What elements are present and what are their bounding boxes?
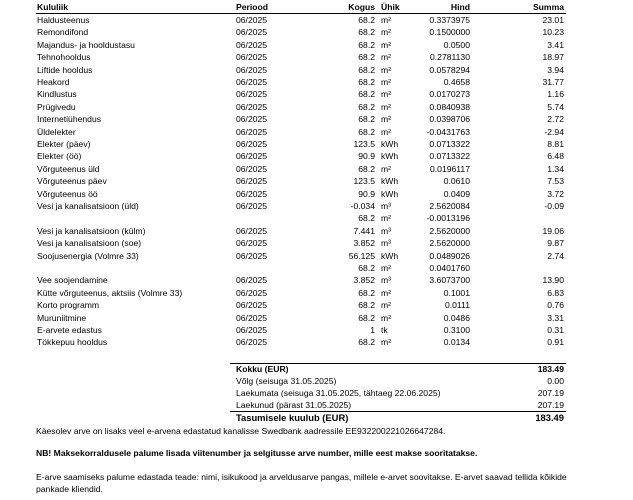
cell-qty: 68.2 <box>358 77 375 87</box>
cell-name: Internetiühendus <box>37 114 102 125</box>
cell-qty: 1 <box>370 325 375 335</box>
total-value: 183.49 <box>537 364 564 374</box>
cell-qty: 68.2 <box>358 64 375 75</box>
cell-unit: tk <box>381 325 388 335</box>
cell-period: 06/2025 <box>236 163 268 174</box>
cell-unit: m² <box>381 64 392 75</box>
cell-unit: m² <box>381 15 392 25</box>
cell-sum: 18.97 <box>542 52 564 63</box>
cell-name: Muruniitmine <box>37 312 87 323</box>
cell-qty: 68.2 <box>358 89 375 100</box>
cell-name: Majandus- ja hooldustasu <box>37 39 135 50</box>
cell-period: 06/2025 <box>236 287 268 298</box>
cell-sum: -2.94 <box>544 126 564 137</box>
cell-period: 06/2025 <box>236 300 268 311</box>
unpaid-value: 207.19 <box>537 388 564 398</box>
cell-period: 06/2025 <box>236 250 268 261</box>
cell-unit: m² <box>381 89 392 100</box>
cell-price: 0.0486 <box>443 312 470 323</box>
cell-period: 06/2025 <box>236 101 268 112</box>
cell-period: 06/2025 <box>236 139 268 149</box>
cell-name: Vesi ja kanalisatsioon (külm) <box>37 225 146 236</box>
cell-price: 0.0170273 <box>429 89 470 100</box>
cell-qty: 68.2 <box>358 126 375 137</box>
cell-name: Elekter (päev) <box>37 139 91 149</box>
cell-qty: 68.2 <box>358 312 375 323</box>
paid-label: Laekunud (pärast 31.05.2025) <box>236 400 352 410</box>
cell-sum: 3.94 <box>547 64 564 75</box>
cell-qty: 123.5 <box>353 139 375 149</box>
cell-name: Üldelekter <box>37 126 76 137</box>
cell-price: 2.5620084 <box>429 201 470 211</box>
cell-sum: -0.09 <box>544 201 564 211</box>
cell-unit: m² <box>381 163 392 174</box>
cell-sum: 6.83 <box>547 287 564 298</box>
cell-name: Elekter (öö) <box>37 151 82 162</box>
cell-period: 06/2025 <box>236 176 268 187</box>
header-period: Periood <box>236 2 268 12</box>
cell-price: 2.5620000 <box>429 238 470 249</box>
debt-label: Võlg (seisuga 31.05.2025) <box>236 376 337 386</box>
cell-price: 0.0713322 <box>429 139 470 149</box>
cell-sum: 3.72 <box>547 188 564 199</box>
payable-value: 183.49 <box>535 412 564 423</box>
cell-qty: 68.2 <box>358 101 375 112</box>
cell-qty: 68.2 <box>358 213 375 224</box>
cell-sum: 1.34 <box>547 163 564 174</box>
cell-name: Kindlustus <box>37 89 77 100</box>
cell-sum: 0.91 <box>547 337 564 348</box>
cell-unit: m² <box>381 300 392 311</box>
cell-sum: 7.53 <box>547 176 564 187</box>
cell-unit: m³ <box>381 275 392 286</box>
cell-price: 0.2781130 <box>430 52 470 63</box>
cell-unit: kWh <box>381 176 399 187</box>
cell-qty: 90.9 <box>358 151 375 162</box>
cell-qty: 68.2 <box>358 27 375 38</box>
cell-name: Tehnohooldus <box>37 52 91 63</box>
cell-sum: 2.72 <box>547 114 564 125</box>
cell-price: 2.5620000 <box>429 225 470 236</box>
cell-name: Vesi ja kanalisatsioon (soe) <box>37 238 142 249</box>
cell-unit: m² <box>381 337 392 348</box>
cell-sum: 0.76 <box>547 300 564 311</box>
debt-value: 0.00 <box>547 376 564 386</box>
cell-name: Liftide hooldus <box>37 64 93 75</box>
info-note: E-arve saamiseks palume edastada teade: nimi, isikukood ja arveldusarve pangas, millele e-arvet soovitakse. E-arvet saavad tellida kõikide pankade kliendid. <box>36 472 567 494</box>
header-divider <box>36 13 566 14</box>
cell-price: 0.0398706 <box>429 114 470 125</box>
cell-name: Remondifond <box>37 27 89 38</box>
cell-name: Haldusteenus <box>37 15 90 25</box>
cell-sum: 31.77 <box>542 77 564 87</box>
cell-period: 06/2025 <box>236 126 268 137</box>
cell-unit: kWh <box>381 151 399 162</box>
cell-unit: m² <box>381 126 392 137</box>
cell-price: 0.0409 <box>443 188 470 199</box>
cell-qty: 56.125 <box>348 250 375 261</box>
cell-price: 0.3373975 <box>429 15 470 25</box>
cell-price: -0.0431763 <box>426 126 470 137</box>
cell-period: 06/2025 <box>236 225 268 236</box>
cell-sum: 8.81 <box>547 139 564 149</box>
cell-qty: 68.2 <box>358 15 375 25</box>
cell-price: 0.0134 <box>443 337 470 348</box>
cell-price: 0.0840938 <box>429 101 470 112</box>
cell-sum: 19.06 <box>542 225 564 236</box>
cell-price: 0.0111 <box>444 300 470 311</box>
cell-unit: kWh <box>381 250 399 261</box>
cell-unit: kWh <box>381 139 399 149</box>
paid-value: 207.19 <box>537 400 564 410</box>
cell-period: 06/2025 <box>236 114 268 125</box>
header-qty: Kogus <box>348 2 375 12</box>
cell-unit: m² <box>381 213 392 224</box>
cell-qty: 3.852 <box>353 275 375 286</box>
header-name: Kululiik <box>37 2 69 12</box>
cell-price: 0.0489026 <box>429 250 470 261</box>
cell-period: 06/2025 <box>236 77 268 87</box>
cell-unit: m² <box>381 101 392 112</box>
cell-unit: m³ <box>381 238 392 249</box>
cell-period: 06/2025 <box>236 27 268 38</box>
cell-period: 06/2025 <box>236 151 268 162</box>
cell-qty: 123.5 <box>353 176 375 187</box>
cell-unit: m² <box>381 287 392 298</box>
cell-qty: 7.441 <box>353 225 375 236</box>
cell-unit: m² <box>381 312 392 323</box>
cell-period: 06/2025 <box>236 188 268 199</box>
cell-price: 0.0401760 <box>429 263 470 273</box>
cell-qty: 68.2 <box>358 163 375 174</box>
cell-period: 06/2025 <box>236 64 268 75</box>
cell-qty: 68.2 <box>358 114 375 125</box>
cell-name: Tökkepuu hooldus <box>37 337 108 348</box>
cell-name: Võrguteenus päev <box>37 176 107 187</box>
cell-period: 06/2025 <box>236 312 268 323</box>
cell-unit: kWh <box>381 188 399 199</box>
cell-qty: 68.2 <box>358 52 375 63</box>
cell-qty: -0.034 <box>350 201 375 211</box>
cell-period: 06/2025 <box>236 275 268 286</box>
cell-sum: 9.87 <box>547 238 564 249</box>
header-price: Hind <box>450 2 470 12</box>
cell-unit: m² <box>381 77 392 87</box>
cell-sum: 23.01 <box>542 15 564 25</box>
cell-period: 06/2025 <box>236 238 268 249</box>
total-label: Kokku (EUR) <box>236 364 289 374</box>
cell-name: Kütte võrguteenus, aktsiis (Volmre 33) <box>37 287 183 298</box>
cell-period: 06/2025 <box>236 201 268 211</box>
cell-unit: m² <box>381 263 392 273</box>
cell-unit: m² <box>381 114 392 125</box>
cell-period: 06/2025 <box>236 15 268 25</box>
cell-name: Heakord <box>37 77 70 87</box>
cell-unit: m² <box>381 27 392 38</box>
cell-price: 3.6073700 <box>429 275 470 286</box>
cell-price: 0.1500000 <box>429 27 470 38</box>
cell-sum: 10.23 <box>542 27 564 38</box>
cell-sum: 0.31 <box>547 325 564 335</box>
cell-price: 0.0578294 <box>429 64 470 75</box>
cell-price: 0.0713322 <box>429 151 470 162</box>
cell-period: 06/2025 <box>236 52 268 63</box>
cell-qty: 68.2 <box>358 287 375 298</box>
cell-qty: 68.2 <box>358 39 375 50</box>
cell-name: Vesi ja kanalisatsioon (üld) <box>37 201 139 211</box>
cell-name: Vee soojendamine <box>37 275 108 286</box>
cell-sum: 3.31 <box>547 312 564 323</box>
cell-period: 06/2025 <box>236 89 268 100</box>
cell-unit: m³ <box>381 225 392 236</box>
cell-qty: 3.852 <box>353 238 375 249</box>
cell-price: -0.0013196 <box>426 213 470 224</box>
cell-sum: 6.48 <box>547 151 564 162</box>
cell-price: 0.0196117 <box>430 163 470 174</box>
cell-qty: 68.2 <box>358 337 375 348</box>
cell-sum: 5.74 <box>547 101 564 112</box>
cell-sum: 1.16 <box>547 89 564 100</box>
cell-qty: 68.2 <box>358 300 375 311</box>
cell-unit: m³ <box>381 201 392 211</box>
cell-name: Võrguteenus üld <box>37 163 100 174</box>
header-unit: Ühik <box>381 2 400 12</box>
cell-qty: 90.9 <box>358 188 375 199</box>
cell-sum: 3.41 <box>547 39 564 50</box>
cell-period: 06/2025 <box>236 325 268 335</box>
cell-price: 0.0610 <box>443 176 470 187</box>
cell-sum: 2.74 <box>547 250 564 261</box>
cell-price: 0.3100 <box>443 325 470 335</box>
cell-price: 0.4658 <box>443 77 470 87</box>
cell-unit: m² <box>381 52 392 63</box>
unpaid-label: Laekumata (seisuga 31.05.2025, tähtaeg 22.06.2025) <box>236 388 441 398</box>
cell-period: 06/2025 <box>236 337 268 348</box>
header-sum: Summa <box>532 2 564 12</box>
cell-qty: 68.2 <box>358 263 375 273</box>
cell-sum: 13.90 <box>542 275 564 286</box>
einvoice-note: Käesolev arve on lisaks veel e-arvena edastatud kanalisse Swedbank aadressile EE932200221026647284. <box>36 426 446 436</box>
cell-name: Korto programm <box>37 300 100 311</box>
payable-label: Tasumisele kuulub (EUR) <box>236 412 349 423</box>
cell-name: Soojusenergia (Volmre 33) <box>37 250 139 261</box>
cell-price: 0.1001 <box>443 287 470 298</box>
cell-unit: m² <box>381 39 392 50</box>
cell-period: 06/2025 <box>236 39 268 50</box>
cell-name: Prügivedu <box>37 101 76 112</box>
cell-name: Võrguteenus öö <box>37 188 98 199</box>
warning-note: NB! Maksekorraldusele palume lisada viitenumber ja selgitusse arve number, mille eest makse sooritatakse. <box>36 448 478 458</box>
cell-price: 0.0500 <box>443 39 470 50</box>
cell-name: E-arvete edastus <box>37 325 102 335</box>
